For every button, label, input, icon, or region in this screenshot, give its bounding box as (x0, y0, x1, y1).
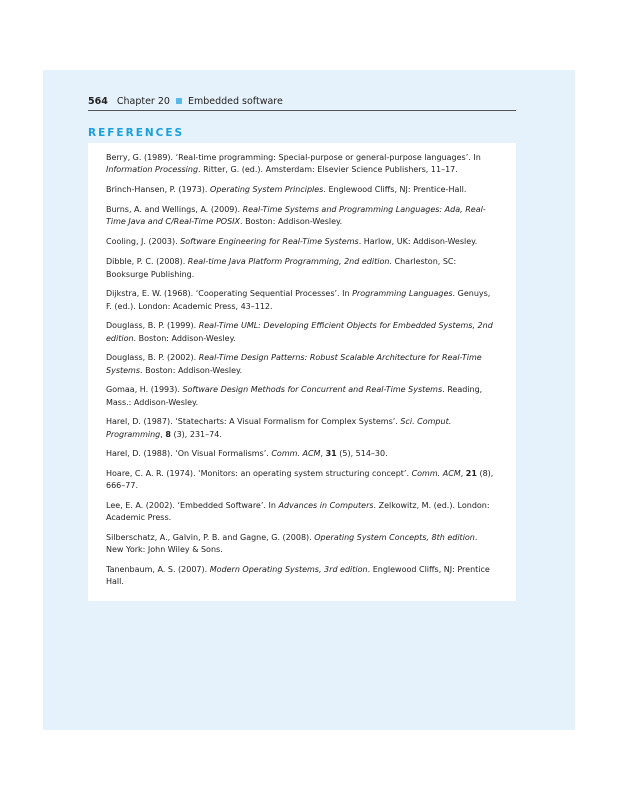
references-heading: REFERENCES (88, 127, 185, 139)
reference-entry: Douglass, B. P. (2002). Real-Time Design Patterns: Robust Scalable Architecture for Real-Time Systems. Boston: Addison-Wesley. (106, 353, 482, 375)
running-header (88, 95, 516, 111)
references-box (88, 143, 516, 601)
reference-entry: Brinch-Hansen, P. (1973). Operating System Principles. Englewood Cliffs, NJ: Prentice-Hall. (106, 185, 467, 194)
square-bullet-icon (176, 98, 182, 104)
reference-entry: Silberschatz, A., Galvin, P. B. and Gagne, G. (2008). Operating System Concepts, 8th edition. New York: John Wiley & Sons. (106, 533, 478, 555)
reference-entry: Harel, D. (1988). ‘On Visual Formalisms’. Comm. ACM, 31 (5), 514–30. (106, 449, 388, 459)
reference-entry: Douglass, B. P. (1999). Real-Time UML: Developing Efficient Objects for Embedded Systems, 2nd edition. Boston: Addison-Wesley. (106, 321, 493, 343)
reference-entry: Cooling, J. (2003). Software Engineering for Real-Time Systems. Harlow, UK: Addison-Wesley. (106, 237, 478, 247)
reference-entry: Dibble, P. C. (2008). Real-time Java Platform Programming, 2nd edition. Charleston, SC: Booksurge Publishing. (106, 257, 457, 279)
reference-entry: Lee, E. A. (2002). ‘Embedded Software’. In Advances in Computers. Zelkowitz, M. (ed.). London: Academic Press. (106, 501, 490, 523)
reference-entry: Berry, G. (1989). ‘Real-time programming: Special-purpose or general-purpose languages’. In Information Processing. Ritter, G. (ed.). Amsterdam: Elsevier Science Publishers, 11–17. (106, 153, 481, 175)
reference-entry: Tanenbaum, A. S. (2007). Modern Operating Systems, 3rd edition. Englewood Cliffs, NJ: Prentice Hall. (106, 565, 490, 587)
reference-entry: Burns, A. and Wellings, A. (2009). Real-Time Systems and Programming Languages: Ada, Real-Time Java and C/Real-Time POSIX. Boston: Addison-Wesley. (106, 204, 486, 226)
chapter-title: Embedded software (187, 96, 283, 107)
reference-list (88, 143, 516, 589)
reference-entry: Harel, D. (1987). ‘Statecharts: A Visual Formalism for Complex Systems’. Sci. Comput. Programming, 8 (3), 231–74. (106, 417, 452, 439)
reference-entry: Gomaa, H. (1993). Software Design Methods for Concurrent and Real-Time Systems. Reading, Mass.: Addison-Wesley. (106, 385, 483, 407)
reference-entry: Hoare, C. A. R. (1974). ‘Monitors: an operating system structuring concept’. Comm. ACM, 21 (8), 666–77. (106, 469, 494, 491)
chapter-label: Chapter 20 (116, 96, 170, 107)
page-number: 564 (88, 96, 108, 107)
reference-entry: Dijkstra, E. W. (1968). ‘Cooperating Sequential Processes’. In Programming Languages. Genuys, F. (ed.). London: Academic Press, 43–112. (106, 289, 491, 311)
header-rule (88, 110, 516, 111)
